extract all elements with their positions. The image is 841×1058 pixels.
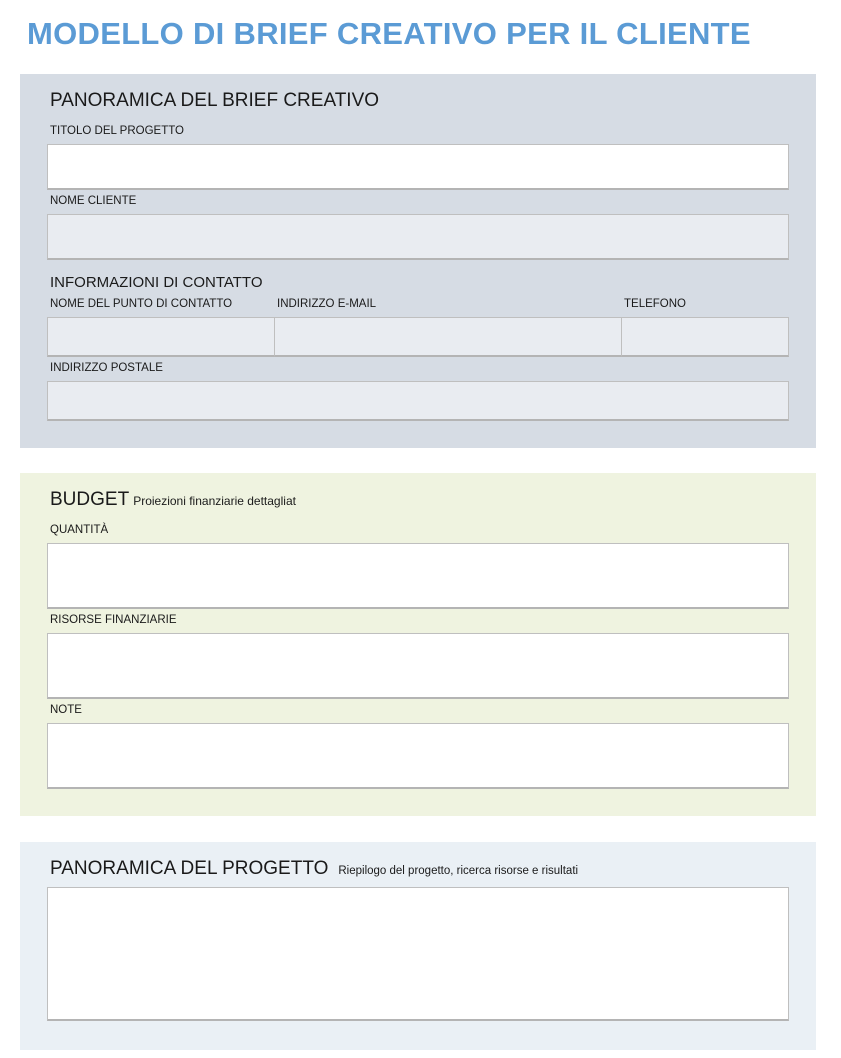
budget-subheading: Proiezioni finanziarie dettagliat xyxy=(133,494,296,508)
project-heading-line xyxy=(50,858,578,880)
page-title: MODELLO DI BRIEF CREATIVO PER IL CLIENTE xyxy=(27,16,751,51)
project-heading: PANORAMICA DEL PROGETTO xyxy=(50,858,329,879)
budget-heading: BUDGET xyxy=(50,489,130,510)
email-field[interactable] xyxy=(274,317,622,357)
amount-label: QUANTITÀ xyxy=(50,524,109,536)
contact-name-field[interactable] xyxy=(47,317,275,357)
financial-resources-field[interactable] xyxy=(47,633,789,699)
budget-heading-line xyxy=(50,489,296,511)
project-title-field[interactable] xyxy=(47,144,789,190)
phone-field[interactable] xyxy=(621,317,789,357)
budget-section xyxy=(20,473,816,816)
phone-label: TELEFONO xyxy=(624,298,686,310)
postal-address-field[interactable] xyxy=(47,381,789,421)
section-heading: PANORAMICA DEL BRIEF CREATIVO xyxy=(50,90,380,111)
postal-address-label: INDIRIZZO POSTALE xyxy=(50,362,163,374)
contact-info-heading: INFORMAZIONI DI CONTATTO xyxy=(50,274,263,291)
notes-field[interactable] xyxy=(47,723,789,789)
project-title-label: TITOLO DEL PROGETTO xyxy=(50,125,184,137)
project-overview-section xyxy=(20,842,816,1050)
notes-label: NOTE xyxy=(50,704,82,716)
client-name-label: NOME CLIENTE xyxy=(50,195,137,207)
creative-brief-overview-section xyxy=(20,74,816,448)
contact-name-label: NOME DEL PUNTO DI CONTATTO xyxy=(50,298,233,310)
financial-resources-label: RISORSE FINANZIARIE xyxy=(50,614,177,626)
email-label: INDIRIZZO E-MAIL xyxy=(277,298,377,310)
amount-field[interactable] xyxy=(47,543,789,609)
project-summary-field[interactable] xyxy=(47,887,789,1021)
client-name-field[interactable] xyxy=(47,214,789,260)
project-subheading: Riepilogo del progetto, ricerca risorse e risultati xyxy=(338,865,579,877)
